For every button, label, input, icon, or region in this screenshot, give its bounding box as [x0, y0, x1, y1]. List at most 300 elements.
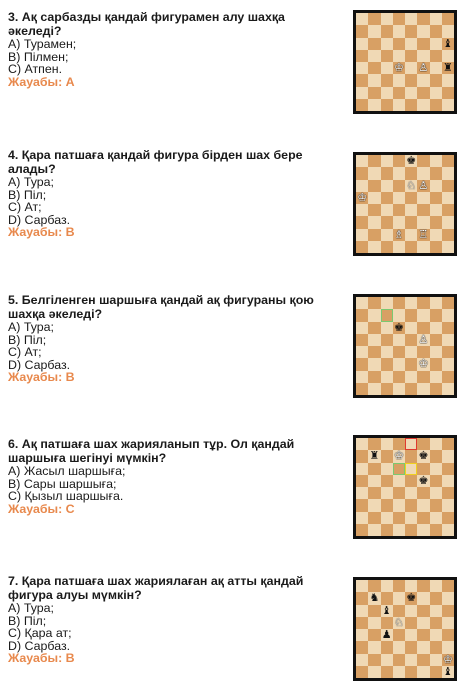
board-square — [393, 216, 405, 228]
option: А) Жасыл шаршыға; — [8, 464, 126, 478]
question-title: 5. Белгіленген шаршыға қандай ақ фигураны қою шахқа әкеледі? — [8, 293, 314, 321]
board-square — [442, 241, 454, 253]
answer: Жауабы: В — [8, 651, 75, 666]
board-square — [368, 334, 380, 346]
board-square — [442, 371, 454, 383]
board-square — [356, 371, 368, 383]
chess-piece-icon: ♙ — [418, 178, 429, 192]
board-square — [356, 50, 368, 62]
board-square — [405, 617, 417, 629]
board-square — [430, 463, 442, 475]
board-square — [430, 592, 442, 604]
board-square — [417, 383, 429, 395]
board-square — [393, 666, 405, 678]
board-square — [430, 74, 442, 86]
board-square — [356, 524, 368, 536]
board-square — [417, 629, 429, 641]
board-square — [430, 654, 442, 666]
board-square — [381, 155, 393, 167]
board-square — [368, 309, 380, 321]
board-square — [356, 487, 368, 499]
option: В) Пілмен; — [8, 49, 69, 64]
board-square — [405, 512, 417, 524]
board-square — [442, 87, 454, 99]
board-square — [393, 297, 405, 309]
board-square — [430, 487, 442, 499]
board-square — [430, 50, 442, 62]
board-square — [393, 371, 405, 383]
board-square — [430, 438, 442, 450]
chess-piece-icon: ♘ — [393, 615, 404, 629]
board-square — [417, 87, 429, 99]
board-square — [442, 309, 454, 321]
board-square — [368, 180, 380, 192]
board-square — [430, 371, 442, 383]
board-square — [356, 13, 368, 25]
board-square — [356, 617, 368, 629]
board-square — [430, 13, 442, 25]
board-square — [393, 641, 405, 653]
board-square — [405, 204, 417, 216]
board-square — [356, 297, 368, 309]
board-square — [417, 641, 429, 653]
chess-piece-icon: ♚ — [406, 591, 417, 605]
board-square — [381, 74, 393, 86]
board-square — [405, 629, 417, 641]
question-3 — [8, 11, 338, 89]
board-square — [405, 87, 417, 99]
answer: Жауабы: В — [8, 225, 75, 240]
board-square — [368, 50, 380, 62]
board-square — [417, 25, 429, 37]
board-square — [430, 499, 442, 511]
question-4 — [8, 149, 338, 239]
board-square — [393, 87, 405, 99]
board-square — [368, 499, 380, 511]
board-square — [381, 666, 393, 678]
board-square — [381, 641, 393, 653]
board-square — [405, 13, 417, 25]
question-7 — [8, 575, 338, 665]
board-square — [417, 524, 429, 536]
board-square — [356, 666, 368, 678]
board-square — [356, 438, 368, 450]
board-square — [417, 155, 429, 167]
board-square — [368, 99, 380, 111]
board-square — [442, 346, 454, 358]
board-square — [381, 99, 393, 111]
board-square — [417, 322, 429, 334]
board-square — [405, 309, 417, 321]
board-square — [368, 38, 380, 50]
board-square — [381, 25, 393, 37]
board-grid — [356, 155, 454, 253]
board-square — [381, 38, 393, 50]
chess-board-6 — [353, 435, 457, 539]
board-square — [368, 475, 380, 487]
board-square — [417, 605, 429, 617]
board-square — [430, 229, 442, 241]
chess-piece-icon: ♟ — [381, 628, 392, 641]
board-square — [368, 346, 380, 358]
board-square — [442, 358, 454, 370]
board-square — [417, 241, 429, 253]
board-square — [430, 180, 442, 192]
board-square — [381, 297, 393, 309]
board-square — [430, 475, 442, 487]
board-square — [381, 371, 393, 383]
board-grid — [356, 438, 454, 536]
board-square — [405, 358, 417, 370]
board-square — [417, 38, 429, 50]
chess-board-7 — [353, 577, 457, 681]
board-square — [381, 580, 393, 592]
board-square — [442, 204, 454, 216]
option: А) Тура; — [8, 175, 54, 189]
board-square — [368, 87, 380, 99]
board-square — [356, 74, 368, 86]
board-square — [356, 450, 368, 462]
board-square — [430, 334, 442, 346]
board-square — [356, 346, 368, 358]
board-square — [430, 62, 442, 74]
board-square — [405, 499, 417, 511]
question-title: 7. Қара патшаға шах жариялаған ақ атты қандай фигура алуы мүмкін? — [8, 574, 304, 602]
board-square — [381, 592, 393, 604]
board-square — [381, 87, 393, 99]
board-square — [393, 192, 405, 204]
chess-piece-icon: ♙ — [418, 332, 429, 346]
board-square — [381, 487, 393, 499]
board-square — [368, 512, 380, 524]
board-square — [356, 463, 368, 475]
board-square — [405, 322, 417, 334]
option: С) Қызыл шаршыға. — [8, 489, 124, 504]
board-square — [356, 216, 368, 228]
answer: Жауабы: С — [8, 501, 75, 516]
board-square — [381, 383, 393, 395]
board-square — [356, 592, 368, 604]
board-square — [430, 216, 442, 228]
board-square — [381, 450, 393, 462]
board-square — [381, 192, 393, 204]
board-square — [381, 216, 393, 228]
chess-board-4 — [353, 152, 457, 256]
board-square — [368, 241, 380, 253]
board-square — [381, 62, 393, 74]
board-square — [381, 438, 393, 450]
chess-board-3 — [353, 10, 457, 114]
chess-piece-icon: ♜ — [442, 61, 453, 74]
board-square — [405, 334, 417, 346]
option: С) Қара ат; — [8, 626, 72, 641]
board-square — [405, 346, 417, 358]
board-square — [405, 524, 417, 536]
option: С) Ат; — [8, 345, 42, 360]
board-square — [442, 192, 454, 204]
board-square — [417, 99, 429, 111]
board-square — [381, 204, 393, 216]
board-square — [368, 74, 380, 86]
board-square — [381, 229, 393, 241]
board-square — [442, 216, 454, 228]
board-square — [417, 512, 429, 524]
board-square — [356, 512, 368, 524]
board-square — [405, 241, 417, 253]
board-square — [442, 512, 454, 524]
chess-piece-icon: ♝ — [442, 664, 453, 678]
board-square — [405, 475, 417, 487]
board-square — [417, 592, 429, 604]
board-square — [393, 475, 405, 487]
board-square — [405, 654, 417, 666]
board-square — [393, 654, 405, 666]
board-square — [393, 155, 405, 167]
board-square — [381, 475, 393, 487]
board-square — [368, 25, 380, 37]
answer: Жауабы: А — [8, 74, 75, 89]
board-square — [442, 580, 454, 592]
board-square — [417, 74, 429, 86]
board-square — [405, 383, 417, 395]
board-square — [356, 180, 368, 192]
board-grid — [356, 13, 454, 111]
board-square — [381, 322, 393, 334]
board-square — [356, 475, 368, 487]
board-square — [430, 629, 442, 641]
board-square — [405, 62, 417, 74]
highlighted-square — [405, 463, 417, 475]
question-6 — [8, 438, 338, 516]
board-square — [393, 358, 405, 370]
board-square — [430, 524, 442, 536]
board-square — [368, 155, 380, 167]
board-square — [356, 167, 368, 179]
board-square — [442, 74, 454, 86]
board-square — [393, 38, 405, 50]
board-square — [368, 666, 380, 678]
board-square — [430, 204, 442, 216]
question-5 — [8, 294, 338, 384]
board-square — [356, 155, 368, 167]
board-square — [368, 371, 380, 383]
board-square — [393, 524, 405, 536]
chess-piece-icon: ♚ — [418, 449, 429, 463]
board-square — [405, 74, 417, 86]
board-square — [442, 524, 454, 536]
chess-piece-icon: ♞ — [369, 591, 380, 605]
board-square — [430, 666, 442, 678]
board-square — [368, 629, 380, 641]
board-square — [368, 297, 380, 309]
board-square — [442, 180, 454, 192]
board-square — [393, 180, 405, 192]
board-square — [368, 13, 380, 25]
chess-piece-icon: ♚ — [406, 154, 417, 167]
board-square — [442, 592, 454, 604]
board-square — [368, 524, 380, 536]
board-square — [368, 204, 380, 216]
board-square — [417, 666, 429, 678]
board-square — [356, 204, 368, 216]
board-grid — [356, 297, 454, 395]
board-square — [405, 605, 417, 617]
chess-piece-icon: ♚ — [393, 320, 404, 334]
highlighted-square — [405, 438, 417, 450]
board-square — [356, 25, 368, 37]
board-square — [430, 512, 442, 524]
option: D) Сарбаз. — [8, 212, 71, 227]
question-title: 3. Ақ сарбазды қандай фигурамен алу шахқа әкеледі? — [8, 10, 285, 38]
board-square — [405, 487, 417, 499]
board-square — [430, 383, 442, 395]
board-square — [430, 25, 442, 37]
board-square — [405, 99, 417, 111]
board-square — [381, 167, 393, 179]
board-square — [442, 334, 454, 346]
board-square — [356, 641, 368, 653]
chess-piece-icon: ♝ — [442, 36, 453, 50]
board-square — [368, 167, 380, 179]
board-square — [405, 216, 417, 228]
board-square — [368, 62, 380, 74]
option: С) Атпен. — [8, 62, 63, 77]
board-square — [442, 617, 454, 629]
board-square — [368, 358, 380, 370]
chess-piece-icon: ♔ — [357, 190, 368, 204]
board-square — [356, 334, 368, 346]
board-square — [417, 309, 429, 321]
highlighted-square — [393, 463, 405, 475]
board-square — [417, 204, 429, 216]
board-square — [442, 13, 454, 25]
board-square — [356, 654, 368, 666]
board-square — [417, 487, 429, 499]
board-square — [393, 25, 405, 37]
board-square — [430, 38, 442, 50]
board-square — [442, 383, 454, 395]
board-square — [430, 192, 442, 204]
question-title: 4. Қара патшаға қандай фигура бірден шах бере алады? — [8, 148, 303, 176]
board-square — [442, 155, 454, 167]
board-square — [417, 617, 429, 629]
board-square — [405, 50, 417, 62]
chess-piece-icon: ♜ — [369, 449, 380, 463]
board-square — [393, 167, 405, 179]
board-square — [368, 463, 380, 475]
board-square — [368, 322, 380, 334]
board-square — [417, 580, 429, 592]
board-square — [430, 322, 442, 334]
board-square — [381, 50, 393, 62]
board-square — [356, 499, 368, 511]
chess-piece-icon: ♘ — [406, 178, 417, 192]
chess-piece-icon: ♔ — [442, 652, 453, 666]
board-square — [356, 229, 368, 241]
board-square — [417, 654, 429, 666]
board-square — [442, 25, 454, 37]
board-square — [417, 297, 429, 309]
board-square — [417, 167, 429, 179]
board-square — [381, 512, 393, 524]
board-square — [393, 204, 405, 216]
board-square — [405, 297, 417, 309]
board-square — [381, 358, 393, 370]
board-square — [393, 499, 405, 511]
board-square — [368, 605, 380, 617]
board-square — [417, 13, 429, 25]
board-square — [405, 167, 417, 179]
board-square — [442, 297, 454, 309]
board-square — [368, 641, 380, 653]
board-square — [381, 499, 393, 511]
board-square — [381, 346, 393, 358]
board-square — [356, 309, 368, 321]
board-square — [417, 216, 429, 228]
chess-piece-icon: ♚ — [418, 473, 429, 487]
board-square — [417, 192, 429, 204]
board-square — [430, 241, 442, 253]
board-square — [356, 62, 368, 74]
board-square — [442, 322, 454, 334]
chess-piece-icon: ♖ — [418, 227, 429, 241]
board-square — [430, 346, 442, 358]
board-square — [417, 463, 429, 475]
board-square — [368, 229, 380, 241]
chess-piece-icon: ♔ — [393, 61, 404, 74]
board-square — [393, 629, 405, 641]
board-square — [368, 487, 380, 499]
board-square — [393, 605, 405, 617]
board-square — [381, 463, 393, 475]
option: В) Сары шаршыға; — [8, 476, 117, 491]
board-square — [356, 38, 368, 50]
board-square — [405, 25, 417, 37]
board-square — [442, 463, 454, 475]
board-square — [430, 450, 442, 462]
board-square — [381, 654, 393, 666]
board-square — [442, 499, 454, 511]
board-square — [430, 605, 442, 617]
board-square — [393, 346, 405, 358]
answer: Жауабы: В — [8, 370, 75, 385]
chess-piece-icon: ♗ — [393, 227, 404, 241]
board-square — [381, 180, 393, 192]
option: А) Тура; — [8, 601, 54, 615]
board-square — [430, 580, 442, 592]
board-square — [393, 13, 405, 25]
board-square — [356, 580, 368, 592]
board-square — [442, 438, 454, 450]
board-square — [442, 605, 454, 617]
question-title: 6. Ақ патшаға шах жарияланып тұр. Ол қандай шаршыға шегінуі мүмкін? — [8, 437, 295, 465]
board-square — [356, 322, 368, 334]
board-square — [405, 641, 417, 653]
board-square — [442, 229, 454, 241]
board-square — [442, 487, 454, 499]
board-square — [393, 99, 405, 111]
board-square — [368, 192, 380, 204]
board-square — [442, 99, 454, 111]
board-square — [430, 617, 442, 629]
option: В) Піл; — [8, 187, 47, 202]
board-square — [442, 167, 454, 179]
board-square — [356, 99, 368, 111]
board-square — [393, 241, 405, 253]
board-square — [368, 654, 380, 666]
board-square — [430, 155, 442, 167]
board-square — [368, 617, 380, 629]
